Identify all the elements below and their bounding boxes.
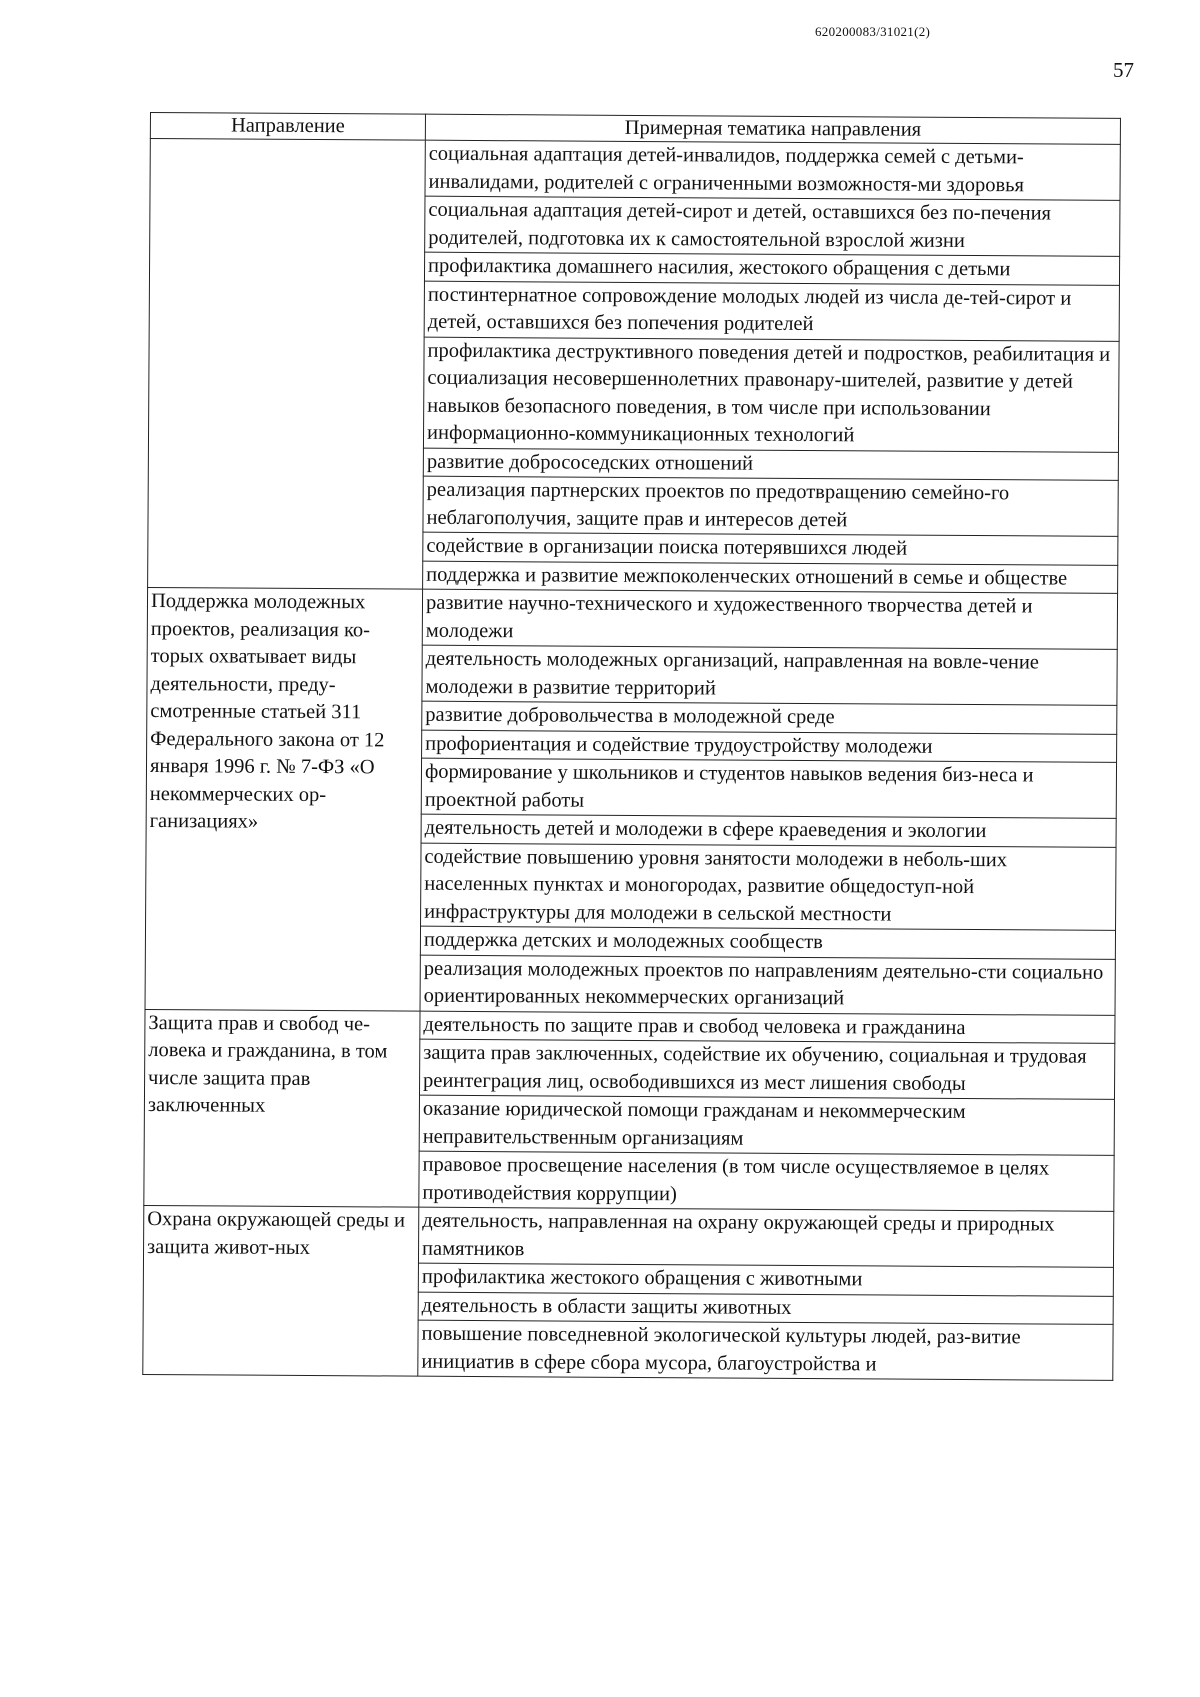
topic-cell: профориентация и содействие трудоустройству молодежи: [422, 730, 1117, 763]
topic-cell: правовое просвещение населения (в том числе осуществляемое в целях противодействия коррупции): [419, 1151, 1114, 1211]
direction-cell: [148, 139, 426, 590]
table-row: [150, 139, 1120, 201]
topic-cell: деятельность детей и молодежи в сфере краеведения и экологии: [421, 814, 1116, 847]
topic-cell: содействие в организации поиска потерявшихся людей: [423, 532, 1118, 565]
topic-cell: деятельность, направленная на охрану окружающей среды и природных памятников: [418, 1207, 1113, 1267]
topic-cell: профилактика жестокого обращения с животными: [418, 1263, 1113, 1296]
document-code: 620200083/31021(2): [815, 24, 931, 39]
topic-cell: формирование у школьников и студентов навыков ведения биз-неса и проектной работы: [421, 758, 1116, 818]
column-header-topics: Примерная тематика направления: [425, 114, 1120, 144]
topic-cell: развитие добрососедских отношений: [423, 448, 1118, 481]
topic-cell: оказание юридической помощи гражданам и некоммерческим неправительственным организациям: [419, 1095, 1114, 1155]
page-number: 57: [1113, 58, 1134, 82]
topic-cell: деятельность по защите прав и свобод человека и гражданина: [420, 1011, 1115, 1044]
topic-cell: профилактика деструктивного поведения детей и подростков, реабилитация и социализация несовершеннолетних правонару-шителей, развитие у детей навыков безопасного поведения, в том числе при использовании информационно-коммуникационных технологий: [423, 337, 1119, 452]
direction-cell: Охрана окружающей среды и защита живот-ных: [143, 1205, 419, 1376]
topic-cell: профилактика домашнего насилия, жестокого обращения с детьми: [424, 252, 1119, 285]
topic-cell: деятельность молодежных организаций, направленная на вовле-чение молодежи в развитие территорий: [422, 645, 1117, 705]
topic-cell: развитие добровольчества в молодежной среде: [422, 701, 1117, 734]
topic-cell: повышение повседневной экологической культуры людей, раз-витие инициатив в сфере сбора мусора, благоустройства и: [418, 1320, 1113, 1380]
table-row: [145, 1009, 1115, 1043]
topic-cell: постинтернатное сопровождение молодых людей из числа де-тей-сирот и детей, оставшихся без попечения родителей: [424, 281, 1119, 341]
topic-cell: социальная адаптация детей-сирот и детей, оставшихся без по-печения родителей, подготовка их к самостоятельной взрослой жизни: [425, 196, 1120, 256]
topic-cell: защита прав заключенных, содействие их обучению, социальная и трудовая реинтеграция лиц, освободившихся из мест лишения свободы: [419, 1039, 1114, 1099]
direction-cell: Поддержка молодежных проектов, реализация ко-торых охватывает виды деятельности, преду-смотренные статьей 311 Федерального закона от 12 января 1996 г. № 7-ФЗ «О некоммерческих ор-ганизациях»: [145, 587, 423, 1010]
table-row: [143, 1205, 1113, 1267]
topic-cell: деятельность в области защиты животных: [418, 1292, 1113, 1325]
topic-cell: реализация молодежных проектов по направлениям деятельно-сти социально ориентированных некоммерческих организаций: [420, 955, 1115, 1015]
topic-cell: развитие научно-технического и художественного творчества детей и молодежи: [422, 589, 1117, 649]
column-header-direction: Направление: [150, 113, 425, 141]
topic-cell: поддержка детских и молодежных сообществ: [420, 926, 1115, 959]
topic-cell: реализация партнерских проектов по предотвращению семейно-го неблагополучия, защите прав и интересов детей: [423, 476, 1118, 536]
topic-cell: поддержка и развитие межпоколенческих отношений в семье и обществе: [423, 561, 1118, 594]
table-row: [147, 587, 1117, 649]
directions-table: [142, 112, 1121, 1381]
topic-cell: содействие повышению уровня занятости молодежи в неболь-ших населенных пунктах и моногородах, развитие общедоступ-ной инфраструктуры для молодежи в сельской местности: [421, 843, 1116, 931]
direction-cell: Защита прав и свобод че-ловека и гражданина, в том числе защита прав заключенных: [144, 1009, 420, 1207]
topic-cell: социальная адаптация детей-инвалидов, поддержка семей с детьми-инвалидами, родителей с ограниченными возможностя-ми здоровья: [425, 140, 1120, 200]
